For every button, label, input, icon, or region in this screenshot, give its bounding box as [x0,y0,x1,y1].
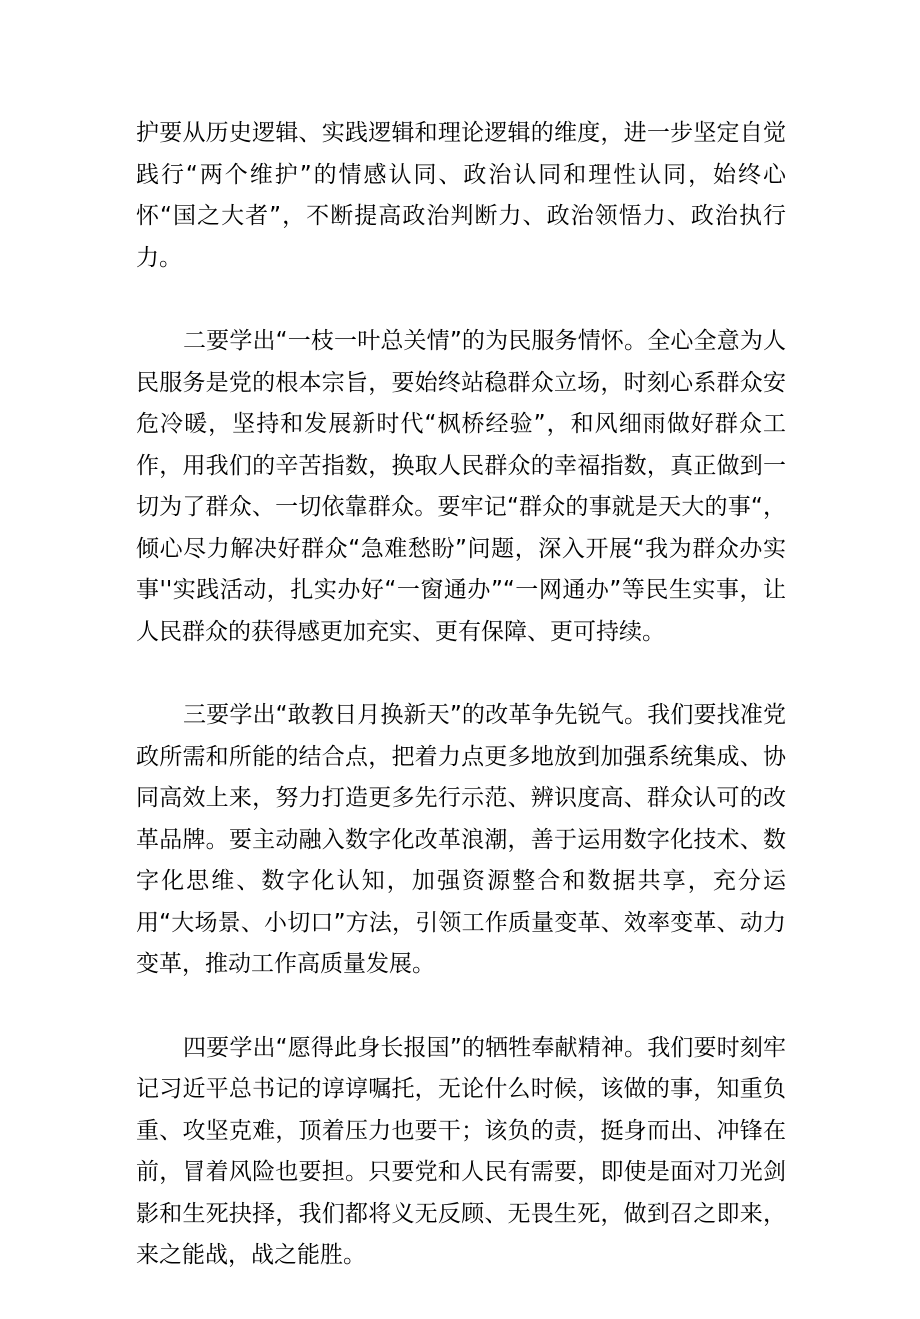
paragraph-point-three: 三要学出“敢教日月换新天”的改革争先锐气。我们要找准党政所需和所能的结合点，把着力点更多地放到加强系统集成、协同高效上来，努力打造更多先行示范、辨识度高、群众认可的改革品牌。要主动融入数字化改革浪潮，善于运用数字化技术、数字化思维、数字化认知，加强资源整合和数据共享，充分运用“大场景、小切口”方法，引领工作质量变革、效率变革、动力变革，推动工作高质量发展。 [136,702,786,977]
paragraph-point-four: 四要学出“愿得此身长报国”的牺牲奉献精神。我们要时刻牢记习近平总书记的谆谆嘱托，无论什么时候，该做的事，知重负重、攻坚克难，顶着压力也要干；该负的责，挺身而出、冲锋在前，冒着风险也要担。只要党和人民有需要，即使是面对刀光剑影和生死抉择，我们都将义无反顾、无畏生死，做到召之即来，来之能战，战之能胜。 [136,1034,786,1268]
paragraph-continued: 护要从历史逻辑、实践逻辑和理论逻辑的维度，进一步坚定自觉践行“两个维护”的情感认同、政治认同和理性认同，始终心怀“国之大者”，不断提高政治判断力、政治领悟力、政治执行力。 [136,120,786,271]
paragraph-point-two: 二要学出“一枝一叶总关情”的为民服务情怀。全心全意为人民服务是党的根本宗旨，要始终站稳群众立场，时刻心系群众安危冷暖，坚持和发展新时代“枫桥经验”，和风细雨做好群众工作，用我们的辛苦指数，换取人民群众的幸福指数，真正做到一切为了群众、一切依靠群众。要牢记“群众的事就是天大的事“，倾心尽力解决好群众“急难愁盼”问题，深入开展“我为群众办实事''实践活动，扎实办好“一窗通办”“一网通办”等民生实事，让人民群众的获得感更加充实、更有保障、更可持续。 [136,328,786,645]
document-body [136,113,786,1319]
